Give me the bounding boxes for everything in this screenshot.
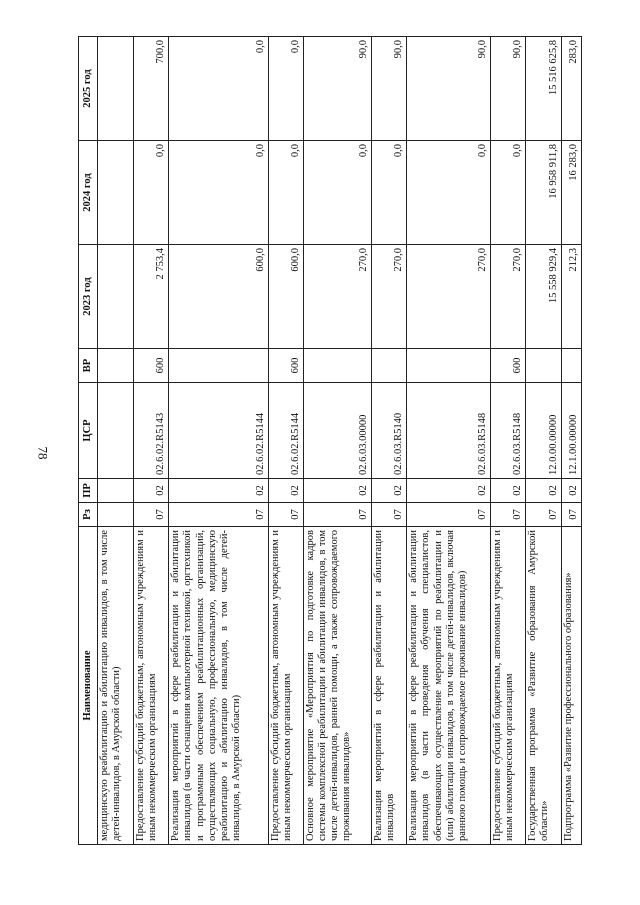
row-name: Реализация мероприятий в сфере реабилитации и абилитации инвалидов (в части проведения обучения специалистов, обеспечивающих осуществление мероприятий по реабилитации и (или) абилитации инвалидов, в том числе детей-инвалидов, включая раннюю помощь и сопровождаемое проживание инвалидов) (407, 527, 490, 845)
table-row (98, 37, 134, 845)
row-2023: 15 558 929,4 (526, 245, 562, 349)
row-2025: 15 516 625,8 (526, 37, 562, 141)
row-vr (304, 349, 371, 383)
row-2023: 270,0 (407, 245, 490, 349)
row-2023: 2 753,4 (133, 245, 169, 349)
table-row (562, 37, 582, 845)
page-number: 78 (35, 446, 51, 460)
row-vr (562, 349, 582, 383)
header-name: Наименование (79, 527, 98, 845)
row-pr: 02 (407, 479, 490, 503)
row-2024 (98, 141, 134, 245)
row-rz: 07 (371, 503, 407, 527)
row-vr: 600 (490, 349, 526, 383)
table-row (526, 37, 562, 845)
row-2025: 90,0 (371, 37, 407, 141)
row-2025: 90,0 (304, 37, 371, 141)
row-pr (98, 479, 134, 503)
table-row (371, 37, 407, 845)
row-2023: 270,0 (304, 245, 371, 349)
row-2024: 16 283,0 (562, 141, 582, 245)
row-rz: 07 (304, 503, 371, 527)
row-rz: 07 (268, 503, 304, 527)
row-name: Реализация мероприятий в сфере реабилитации и абилитации инвалидов (в части оснащения компьютерной техникой, оргтехникой и программным обеспечением реабилитационных организаций, осуществляющих социальную, профессиональную, медицинскую реабилитацию и абилитацию инвалидов, в том числе детей-инвалидов, в Амурской области) (169, 527, 268, 845)
row-2025: 700,0 (133, 37, 169, 141)
header-rz: Рз (79, 503, 98, 527)
row-name: Государственная программа «Развитие образования Амурской области» (526, 527, 562, 845)
row-rz: 07 (526, 503, 562, 527)
header-2024: 2024 год (79, 141, 98, 245)
row-name: Предоставление субсидий бюджетным, автономным учреждениям и иным некоммерческим организациям (133, 527, 169, 845)
row-rz: 07 (133, 503, 169, 527)
row-vr (371, 349, 407, 383)
table-row (407, 37, 490, 845)
row-rz: 07 (407, 503, 490, 527)
row-name: Основное мероприятие «Мероприятия по подготовке кадров системы комплексной реабилитации и абилитации инвалидов, в том числе детей-инвалидов, ранней помощи, а также сопровождаемого проживания инвалидов» (304, 527, 371, 845)
header-vr: ВР (79, 349, 98, 383)
row-pr: 02 (526, 479, 562, 503)
row-2023: 600,0 (268, 245, 304, 349)
table-body (98, 37, 582, 845)
row-name: медицинскую реабилитацию и абилитацию инвалидов, в том числе детей-инвалидов, в Амурской области) (98, 527, 134, 845)
row-2024: 0,0 (133, 141, 169, 245)
table-row (304, 37, 371, 845)
row-name: Реализация мероприятий в сфере реабилитации и абилитации инвалидов (371, 527, 407, 845)
row-2024: 0,0 (304, 141, 371, 245)
row-2025: 90,0 (407, 37, 490, 141)
row-rz: 07 (562, 503, 582, 527)
row-csr: 02.6.03.R5148 (407, 383, 490, 479)
row-2025: 283,0 (562, 37, 582, 141)
row-2024: 16 958 911,8 (526, 141, 562, 245)
row-2023: 600,0 (169, 245, 268, 349)
row-name: Подпрограмма «Развитие профессионального образования» (562, 527, 582, 845)
row-csr: 02.6.02.R5144 (268, 383, 304, 479)
table-row (490, 37, 526, 845)
row-pr: 02 (268, 479, 304, 503)
row-pr: 02 (490, 479, 526, 503)
row-2023: 212,3 (562, 245, 582, 349)
row-vr: 600 (133, 349, 169, 383)
row-csr: 02.6.03.00000 (304, 383, 371, 479)
rotated-table-container (78, 37, 582, 845)
header-csr: ЦСР (79, 383, 98, 479)
row-2025: 90,0 (490, 37, 526, 141)
row-pr: 02 (304, 479, 371, 503)
row-rz: 07 (169, 503, 268, 527)
row-2023 (98, 245, 134, 349)
row-2024: 0,0 (371, 141, 407, 245)
row-2025: 0,0 (169, 37, 268, 141)
row-vr: 600 (268, 349, 304, 383)
row-csr (98, 383, 134, 479)
table-row (169, 37, 268, 845)
row-2024: 0,0 (407, 141, 490, 245)
row-2023: 270,0 (490, 245, 526, 349)
row-name: Предоставление субсидий бюджетным, автономным учреждениям и иным некоммерческим организациям (490, 527, 526, 845)
header-2023: 2023 год (79, 245, 98, 349)
row-pr: 02 (133, 479, 169, 503)
table-row (133, 37, 169, 845)
row-vr (169, 349, 268, 383)
row-2024: 0,0 (169, 141, 268, 245)
row-csr: 02.6.03.R5140 (371, 383, 407, 479)
table-header-row (79, 37, 98, 845)
row-pr: 02 (169, 479, 268, 503)
header-2025: 2025 год (79, 37, 98, 141)
row-csr: 12.0.00.00000 (526, 383, 562, 479)
row-csr: 12.1.00.00000 (562, 383, 582, 479)
row-2024: 0,0 (268, 141, 304, 245)
row-vr (407, 349, 490, 383)
row-csr: 02.6.02.R5144 (169, 383, 268, 479)
row-2024: 0,0 (490, 141, 526, 245)
row-name: Предоставление субсидий бюджетным, автономным учреждениям и иным некоммерческим организациям (268, 527, 304, 845)
row-vr (526, 349, 562, 383)
row-2025 (98, 37, 134, 141)
row-2025: 0,0 (268, 37, 304, 141)
row-vr (98, 349, 134, 383)
row-csr: 02.6.02.R5143 (133, 383, 169, 479)
row-rz: 07 (490, 503, 526, 527)
header-pr: ПР (79, 479, 98, 503)
table-row (268, 37, 304, 845)
row-csr: 02.6.03.R5148 (490, 383, 526, 479)
row-pr: 02 (562, 479, 582, 503)
row-pr: 02 (371, 479, 407, 503)
row-rz (98, 503, 134, 527)
budget-table (78, 36, 582, 845)
row-2023: 270,0 (371, 245, 407, 349)
